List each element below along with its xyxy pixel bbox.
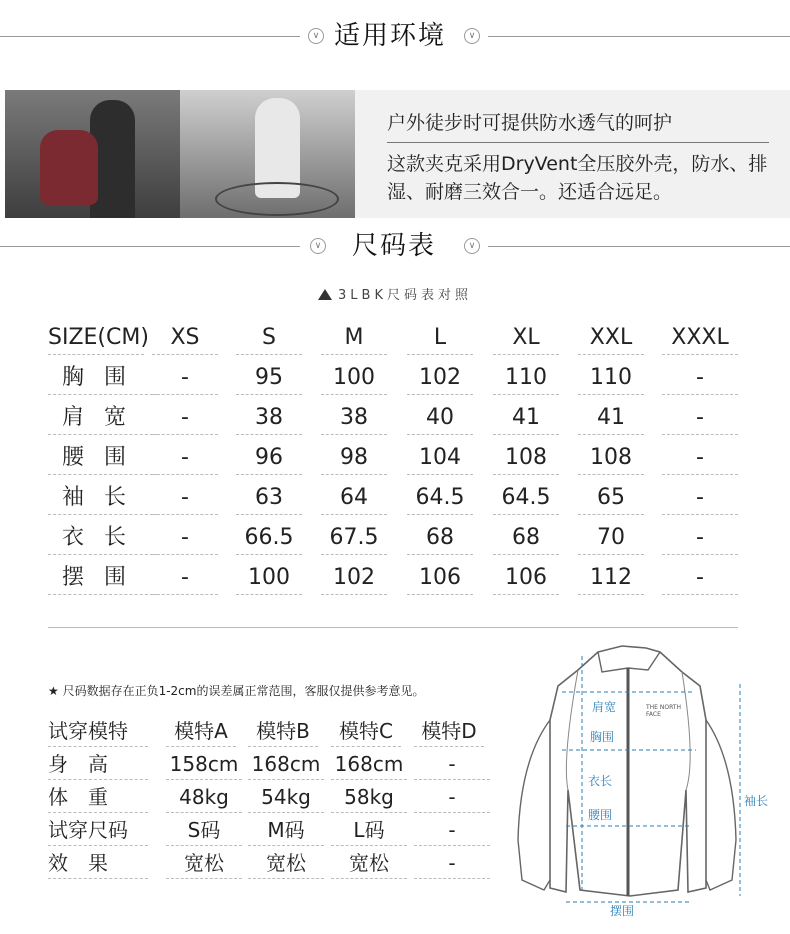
size-cell: 68 bbox=[493, 522, 559, 555]
size-table-row bbox=[48, 402, 738, 442]
header-cell: M bbox=[321, 322, 387, 355]
bicycle-image bbox=[215, 182, 339, 216]
size-cell: - bbox=[152, 362, 218, 395]
row-label: 胸围 bbox=[48, 362, 158, 395]
size-cell: 65 bbox=[578, 482, 644, 515]
section-title-environment bbox=[0, 16, 790, 56]
size-table-row bbox=[48, 562, 738, 602]
size-table-row bbox=[48, 522, 738, 562]
size-cell: 41 bbox=[493, 402, 559, 435]
model-cell: 宽松 bbox=[166, 848, 242, 879]
size-cell: - bbox=[152, 562, 218, 595]
size-table-row bbox=[48, 362, 738, 402]
header-cell: 模特A bbox=[166, 716, 236, 747]
jacket-diagram bbox=[510, 640, 780, 930]
chevron-down-icon: ∨ bbox=[464, 28, 480, 44]
environment-text: 这款夹克采用DryVent全压胶外壳，防水、排湿、耐磨三效合一。还适合远足。 bbox=[387, 153, 768, 203]
model-cell: M码 bbox=[248, 815, 324, 846]
model-table-row bbox=[48, 815, 488, 848]
environment-description bbox=[355, 90, 790, 218]
size-cell: 106 bbox=[493, 562, 559, 595]
size-cell: - bbox=[152, 482, 218, 515]
header-cell: XXL bbox=[578, 322, 644, 355]
model-cell: 宽松 bbox=[331, 848, 407, 879]
header-cell: XL bbox=[493, 322, 559, 355]
section-divider bbox=[48, 627, 738, 628]
size-cell: - bbox=[152, 402, 218, 435]
header-cell: L bbox=[407, 322, 473, 355]
header-cell: 试穿模特 bbox=[48, 716, 148, 747]
size-cell: - bbox=[152, 522, 218, 555]
size-cell: 98 bbox=[321, 442, 387, 475]
model-table-header bbox=[48, 716, 488, 749]
model-cell: - bbox=[414, 815, 490, 846]
size-table-caption bbox=[0, 284, 790, 303]
size-cell: 70 bbox=[578, 522, 644, 555]
size-cell: 68 bbox=[407, 522, 473, 555]
model-table-row bbox=[48, 749, 488, 782]
title-line-right bbox=[488, 246, 790, 247]
title-line-right bbox=[488, 36, 790, 37]
header-cell: S bbox=[236, 322, 302, 355]
header-cell: XS bbox=[152, 322, 218, 355]
size-table bbox=[48, 322, 738, 602]
row-label: 摆围 bbox=[48, 562, 158, 595]
backpack-image bbox=[40, 130, 98, 205]
size-cell: 102 bbox=[407, 362, 473, 395]
size-cell: - bbox=[662, 402, 738, 435]
size-cell: 64 bbox=[321, 482, 387, 515]
size-table-caption-text: 3LBK尺码表对照 bbox=[338, 288, 472, 303]
label-length: 衣长 bbox=[588, 774, 613, 788]
jacket-outline bbox=[510, 640, 780, 930]
size-cell: 96 bbox=[236, 442, 302, 475]
title-line-left bbox=[0, 246, 300, 247]
size-table-row bbox=[48, 482, 738, 522]
environment-photo bbox=[5, 90, 355, 218]
model-table-row bbox=[48, 848, 488, 881]
size-cell: - bbox=[152, 442, 218, 475]
size-cell: 95 bbox=[236, 362, 302, 395]
size-table-header bbox=[48, 322, 738, 362]
size-cell: 104 bbox=[407, 442, 473, 475]
model-cell: 54kg bbox=[248, 782, 324, 813]
size-cell: - bbox=[662, 362, 738, 395]
model-cell: 48kg bbox=[166, 782, 242, 813]
size-note: ★ 尺码数据存在正负1-2cm的误差属正常范围，客服仅提供参考意见。 bbox=[48, 684, 425, 698]
header-cell: 模特C bbox=[331, 716, 401, 747]
size-cell: 110 bbox=[493, 362, 559, 395]
size-cell: 63 bbox=[236, 482, 302, 515]
size-cell: 64.5 bbox=[407, 482, 473, 515]
size-cell: 64.5 bbox=[493, 482, 559, 515]
model-cell: - bbox=[414, 749, 490, 780]
row-label: 效果 bbox=[48, 848, 148, 879]
size-cell: - bbox=[662, 562, 738, 595]
row-label: 衣长 bbox=[48, 522, 158, 555]
row-label: 试穿尺码 bbox=[48, 815, 148, 846]
row-label: 体重 bbox=[48, 782, 148, 813]
chevron-down-icon: ∨ bbox=[310, 238, 326, 254]
row-label: 身高 bbox=[48, 749, 148, 780]
row-label: 腰围 bbox=[48, 442, 158, 475]
size-cell: - bbox=[662, 482, 738, 515]
model-cell: 158cm bbox=[166, 749, 242, 780]
section-title-text: 适用环境 bbox=[334, 21, 447, 51]
model-cell: - bbox=[414, 848, 490, 879]
model-cell: 168cm bbox=[248, 749, 324, 780]
model-table bbox=[48, 716, 488, 881]
size-cell: 38 bbox=[236, 402, 302, 435]
chevron-down-icon: ∨ bbox=[464, 238, 480, 254]
size-cell: 108 bbox=[578, 442, 644, 475]
header-cell: 模特D bbox=[414, 716, 484, 747]
brand-logo: THE NORTH FACE bbox=[646, 704, 681, 718]
size-cell: 40 bbox=[407, 402, 473, 435]
row-label: 袖长 bbox=[48, 482, 158, 515]
header-cell: XXXL bbox=[662, 322, 738, 355]
header-cell: 模特B bbox=[248, 716, 318, 747]
label-shoulder: 肩宽 bbox=[592, 700, 617, 714]
model-cell: - bbox=[414, 782, 490, 813]
size-cell: 66.5 bbox=[236, 522, 302, 555]
triangle-icon bbox=[318, 289, 332, 300]
model-table-row bbox=[48, 782, 488, 815]
size-cell: - bbox=[662, 442, 738, 475]
divider bbox=[387, 142, 769, 143]
size-cell: 112 bbox=[578, 562, 644, 595]
section-title-size bbox=[0, 226, 790, 266]
size-cell: 110 bbox=[578, 362, 644, 395]
size-cell: 38 bbox=[321, 402, 387, 435]
size-table-row bbox=[48, 442, 738, 482]
title-line-left bbox=[0, 36, 300, 37]
size-cell: 100 bbox=[236, 562, 302, 595]
size-cell: 41 bbox=[578, 402, 644, 435]
environment-heading: 户外徒步时可提供防水透气的呵护 bbox=[387, 112, 673, 134]
size-cell: 100 bbox=[321, 362, 387, 395]
size-cell: 106 bbox=[407, 562, 473, 595]
size-cell: 67.5 bbox=[321, 522, 387, 555]
model-cell: S码 bbox=[166, 815, 242, 846]
label-waist: 腰围 bbox=[588, 808, 613, 822]
model-cell: 宽松 bbox=[248, 848, 324, 879]
label-chest: 胸围 bbox=[590, 730, 615, 744]
label-sleeve: 袖长 bbox=[744, 794, 769, 808]
chevron-down-icon: ∨ bbox=[308, 28, 324, 44]
row-label: 肩宽 bbox=[48, 402, 158, 435]
model-cell: L码 bbox=[331, 815, 407, 846]
size-cell: 102 bbox=[321, 562, 387, 595]
section-title-text: 尺码表 bbox=[352, 231, 437, 261]
size-cell: 108 bbox=[493, 442, 559, 475]
model-cell: 168cm bbox=[331, 749, 407, 780]
size-cell: - bbox=[662, 522, 738, 555]
model-cell: 58kg bbox=[331, 782, 407, 813]
header-cell: SIZE(CM) bbox=[48, 322, 144, 355]
label-hem: 摆围 bbox=[610, 904, 635, 918]
